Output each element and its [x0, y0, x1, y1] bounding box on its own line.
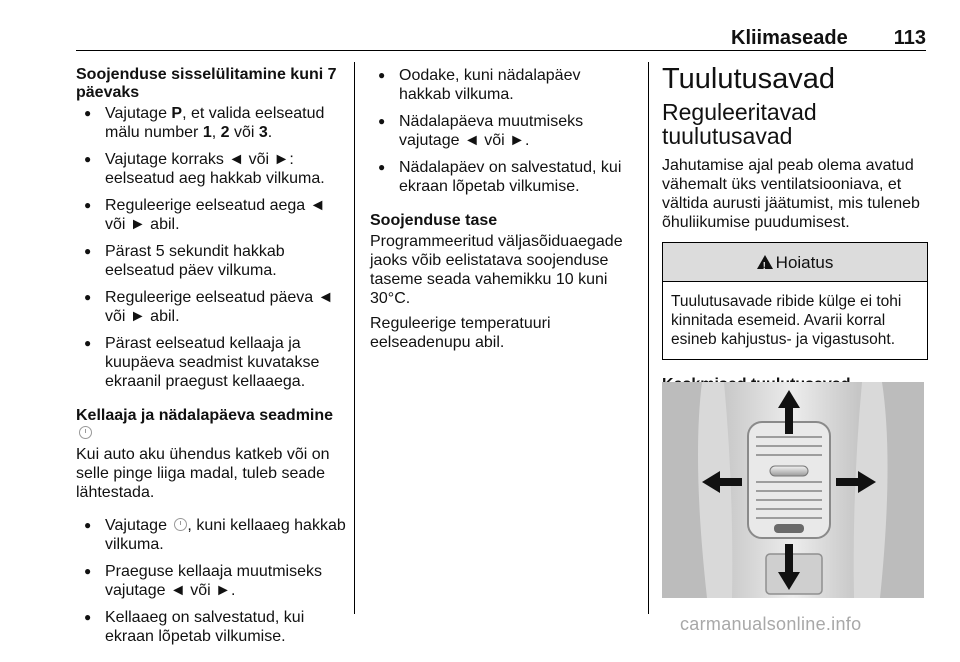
- heading-heating-level: Soojenduse tase: [370, 212, 498, 229]
- clock-icon: [79, 426, 92, 439]
- list-item: ● Reguleerige eelseatud päeva ◄ või ► abil.: [76, 288, 346, 326]
- paragraph: Programmeeritud väljasõiduaegade jaoks võib eelistatava soojenduse taseme seada vahemikku 10 kuni 30°C.: [370, 233, 623, 307]
- list-item: ● Pärast eelseatud kellaaja ja kuupäeva seadmist kuvatakse ekraanil praegust kellaaega.: [76, 334, 346, 391]
- weekday-steps-list: [370, 66, 632, 196]
- list-item: ● Vajutage korraks ◄ või ►: eelseatud aeg hakkab vilkuma.: [76, 150, 346, 188]
- time-steps-list: [76, 516, 346, 646]
- list-item: ● Vajutage , kuni kellaaeg hakkab vilkuma.: [76, 516, 346, 554]
- list-item: ● Vajutage P, et valida eelseatud mälu number 1, 2 või 3.: [76, 104, 346, 142]
- warning-box: [662, 242, 928, 360]
- center-vents-illustration: [662, 382, 924, 598]
- column-1: [76, 66, 346, 662]
- list-item: ● Oodake, kuni nädalapäev hakkab vilkuma.: [370, 66, 632, 104]
- page-number: 113: [893, 26, 926, 49]
- warning-triangle-icon: [757, 255, 773, 269]
- list-item: ● Nädalapäev on salvestatud, kui ekraan lõpetab vilkumise.: [370, 158, 632, 196]
- warning-header: ! Hoiatus: [663, 243, 927, 282]
- column-3: [662, 63, 928, 396]
- heading-adjustable-vents: Reguleeritavad tuulutusavad: [662, 99, 817, 149]
- warning-text: Tuulutusavade ribide külge ei tohi kinnitada esemeid. Avarii korral esineb kahjustus- ja vigastusoht.: [671, 293, 902, 348]
- clock-icon: [174, 518, 187, 531]
- page-header: [76, 26, 926, 50]
- preheat-steps-list: [76, 104, 346, 391]
- section-title: Kliimaseade: [731, 26, 848, 49]
- heading-time-day-setting: Kellaaja ja nädalapäeva seadmine: [76, 407, 346, 443]
- paragraph: Kui auto aku ühendus katkeb või on selle pinge liiga madal, tuleb seade lähtestada.: [76, 446, 330, 501]
- paragraph: Reguleerige temperatuuri eelseadenupu abil.: [370, 315, 551, 351]
- list-item: ● Praeguse kellaaja muutmiseks vajutage ◄ või ►.: [76, 562, 346, 600]
- column-divider-2: [648, 62, 649, 614]
- column-2: [370, 66, 632, 358]
- watermark: carmanualsonline.info: [680, 614, 862, 634]
- header-rule: [76, 50, 926, 51]
- list-item: ● Nädalapäeva muutmiseks vajutage ◄ või ►.: [370, 112, 632, 150]
- column-divider-1: [354, 62, 355, 614]
- list-item: ● Kellaaeg on salvestatud, kui ekraan lõpetab vilkumise.: [76, 608, 346, 646]
- list-item: ● Reguleerige eelseatud aega ◄ või ► abil.: [76, 196, 346, 234]
- list-item: ● Pärast 5 sekundit hakkab eelseatud päev vilkuma.: [76, 242, 346, 280]
- heading-preheat-7-days: Soojenduse sisselülitamine kuni 7 päevaks: [76, 66, 337, 101]
- paragraph: Jahutamise ajal peab olema avatud vähemalt üks ventilatsiooniava, et vältida aurusti jäätumist, mis tuleneb õhuliikumise puudumisest.: [662, 157, 920, 231]
- heading-air-vents: Tuulutusavad: [662, 63, 836, 95]
